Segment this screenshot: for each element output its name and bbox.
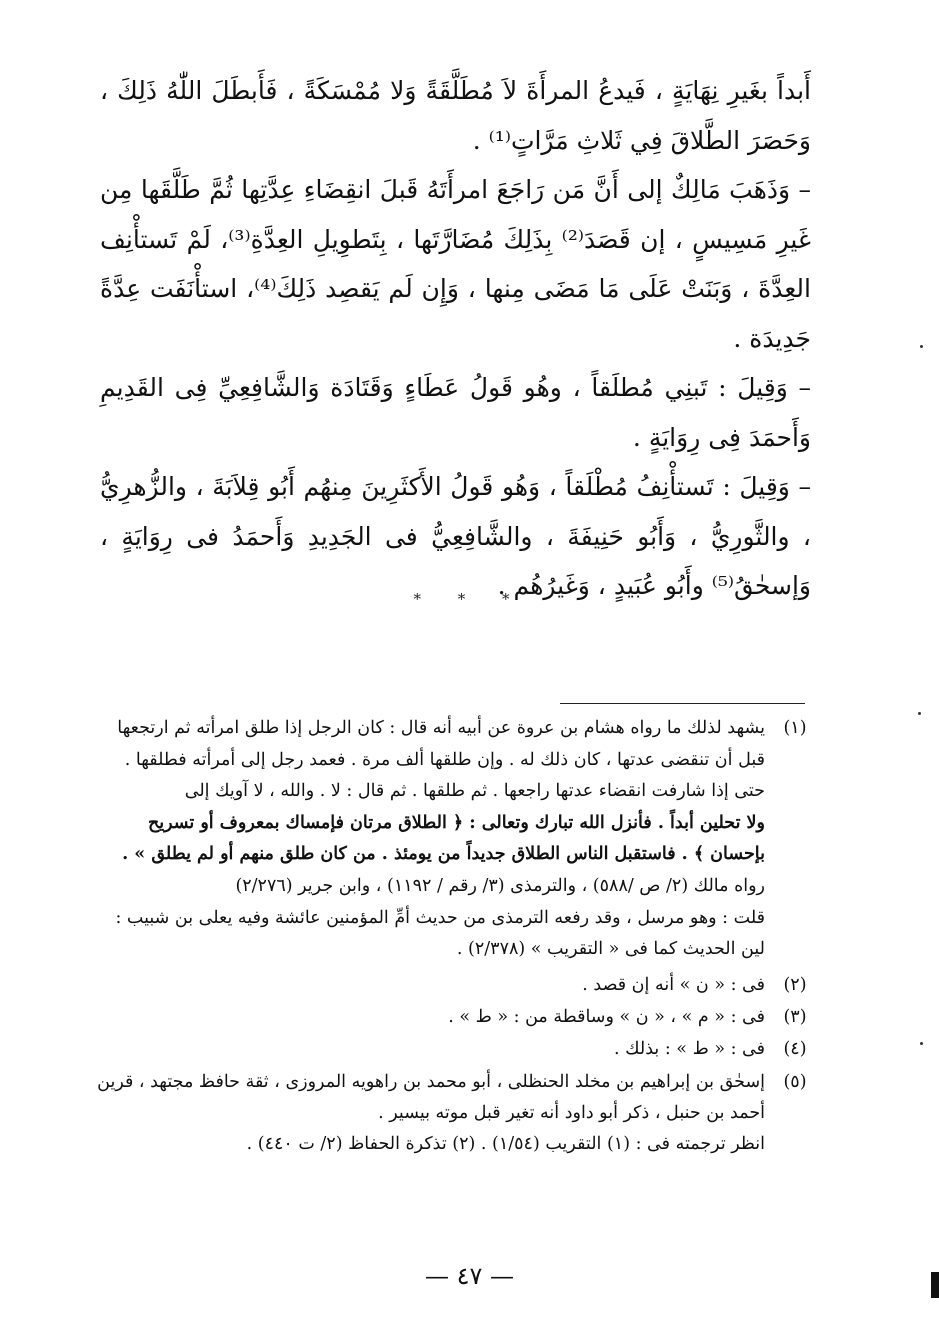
footnote-line: يشهد لذلك ما رواه هشام بن عروة عن أبيه أنه قال : كان الرجل إذا طلق امرأته ثم ارتجعها	[117, 718, 765, 738]
page-number: — ٤٧ —	[424, 1262, 515, 1290]
footnote-rule	[560, 703, 805, 704]
footnote-3	[96, 1004, 811, 1031]
footnote-line: رواه مالك (٢/ ص /٥٨٨) ، والترمذى (٣/ رقم / ١١٩٢) ، وابن جرير (٢/٢٧٦)	[235, 875, 765, 896]
footnotes	[96, 713, 811, 1160]
footnote-number: (١)	[783, 718, 807, 738]
footnote-text: فى : « ن » أنه إن قصد .	[582, 974, 765, 995]
paragraph-2: – وَذَهَبَ مَالِكٌ إلى أَنَّ مَن رَاجَعَ امرأَتَهُ قَبلَ انقِضَاءِ عِدَّتِها ثُمَّ طَلَّقَها مِن غَيرِ مَسِيسٍ ، إن قَصَدَ⁽²⁾ بِذَلِكَ مُضَارَّتَها ، بِتَطوِيلِ العِدَّةِ⁽³⁾، لَمْ تَستأْنِف العِدَّةَ ، وَبَنَتْ عَلَى مَا مَضَى مِنها ، وَإِن لَم يَقصِد ذَلِكَ⁽⁴⁾، استأْنَفَت عِدَّةً جَدِيدَة .	[100, 175, 812, 353]
footnote-line: قبل أن تنقضى عدتها ، كان ذلك له . وإن طلقها ألف مرة . فعمد رجل إلى أمرأته فطلقها .	[124, 749, 765, 770]
footnote-5	[96, 1067, 811, 1160]
main-text	[100, 66, 811, 611]
footnote-line: إسحٰق بن إبراهيم بن مخلد الحنظلى ، أبو محمد بن راهويه المروزى ، ثقة حافظ مجتهد ، قرين	[97, 1071, 765, 1092]
footnote-line: قلت : وهو مرسل ، وقد رفعه الترمذى من حديث أمِّ المؤمنين عائشة وفيه يعلى بن شبيب :	[115, 907, 765, 928]
scan-speck	[918, 712, 921, 715]
footnote-line: انظر ترجمته فى : (١) التقريب (١/٥٤) . (٢) تذكرة الحفاظ (٢/ ت ٤٤٠) .	[246, 1133, 765, 1154]
footnote-2	[96, 972, 811, 999]
footnote-text: فى : « ط » : بذلك .	[614, 1038, 765, 1059]
footnote-number: (٥)	[783, 1071, 807, 1092]
section-separator: * * *	[413, 590, 526, 608]
scan-edge-mark	[931, 1272, 939, 1298]
paragraph-4: – وَقِيلَ : تَستأْنِفُ مُطْلَقاً ، وَهُو قَولُ الأَكثَرِينَ مِنهُم أَبُو قِلاَبَةَ ، والزُّهرِيُّ ، والثَّورِيُّ ، وَأَبُو حَنِيفَةَ ، والشَّافِعِيُّ فى الجَدِيدِ وَأَحمَدُ فى رِوَايَةٍ ، وَإسحٰقُ⁽⁵⁾ وأَبُو عُبَيدٍ ، وَغَيرُهُم .	[100, 472, 811, 600]
paragraph-1: أَبداً بغَيرِ نِهَايَةٍ ، فَيدعُ المرأَةَ لاَ مُطَلَّقَةً وَلا مُمْسَكَةً ، فَأَبطَلَ اللّٰهُ ذَلِكَ ، وَحَصَرَ الطَّلاقَ فِي ثَلاثِ مَرَّاتٍ⁽¹⁾ .	[100, 76, 811, 155]
footnote-line-quran: بإحسان ﴾ . فاستقبل الناس الطلاق جديداً من يومئذ . من كان طلق منهم أو لم يطلق » .	[122, 844, 765, 865]
footnote-number: (٢)	[783, 974, 807, 995]
footnote-number: (٣)	[783, 1006, 807, 1027]
scan-speck	[920, 1042, 923, 1045]
footnote-1	[96, 713, 811, 966]
footnote-line: لين الحديث كما فى « التقريب » (٢/٣٧٨) .	[456, 939, 765, 960]
footnote-text: فى : « م » ، « ن » وساقطة من : « ط » .	[448, 1006, 765, 1027]
paragraph-3: – وَقِيلَ : تَبنِي مُطلَقاً ، وهُو قَولُ عَطَاءٍ وَقَتَادَة وَالشَّافِعِيِّ فِى القَدِيمِ وَأَحمَدَ فِى رِوَايَةٍ .	[100, 373, 811, 452]
footnote-line-quran: ولا تحلين أبداً . فأنزل الله تبارك وتعالى : ﴿ الطلاق مرتان فإمساك بمعروف أو تسريح	[147, 812, 765, 833]
footnote-line: أحمد بن حنبل ، ذكر أبو داود أنه تغير قبل موته بيسير .	[378, 1102, 765, 1123]
scan-speck	[920, 345, 923, 348]
footnote-number: (٤)	[783, 1038, 807, 1059]
footnote-4	[96, 1036, 811, 1063]
footnote-line: حتى إذا شارفت انقضاء عدتها راجعها . ثم طلقها . ثم قال : لا . والله ، لا آويك إلى	[184, 781, 765, 802]
